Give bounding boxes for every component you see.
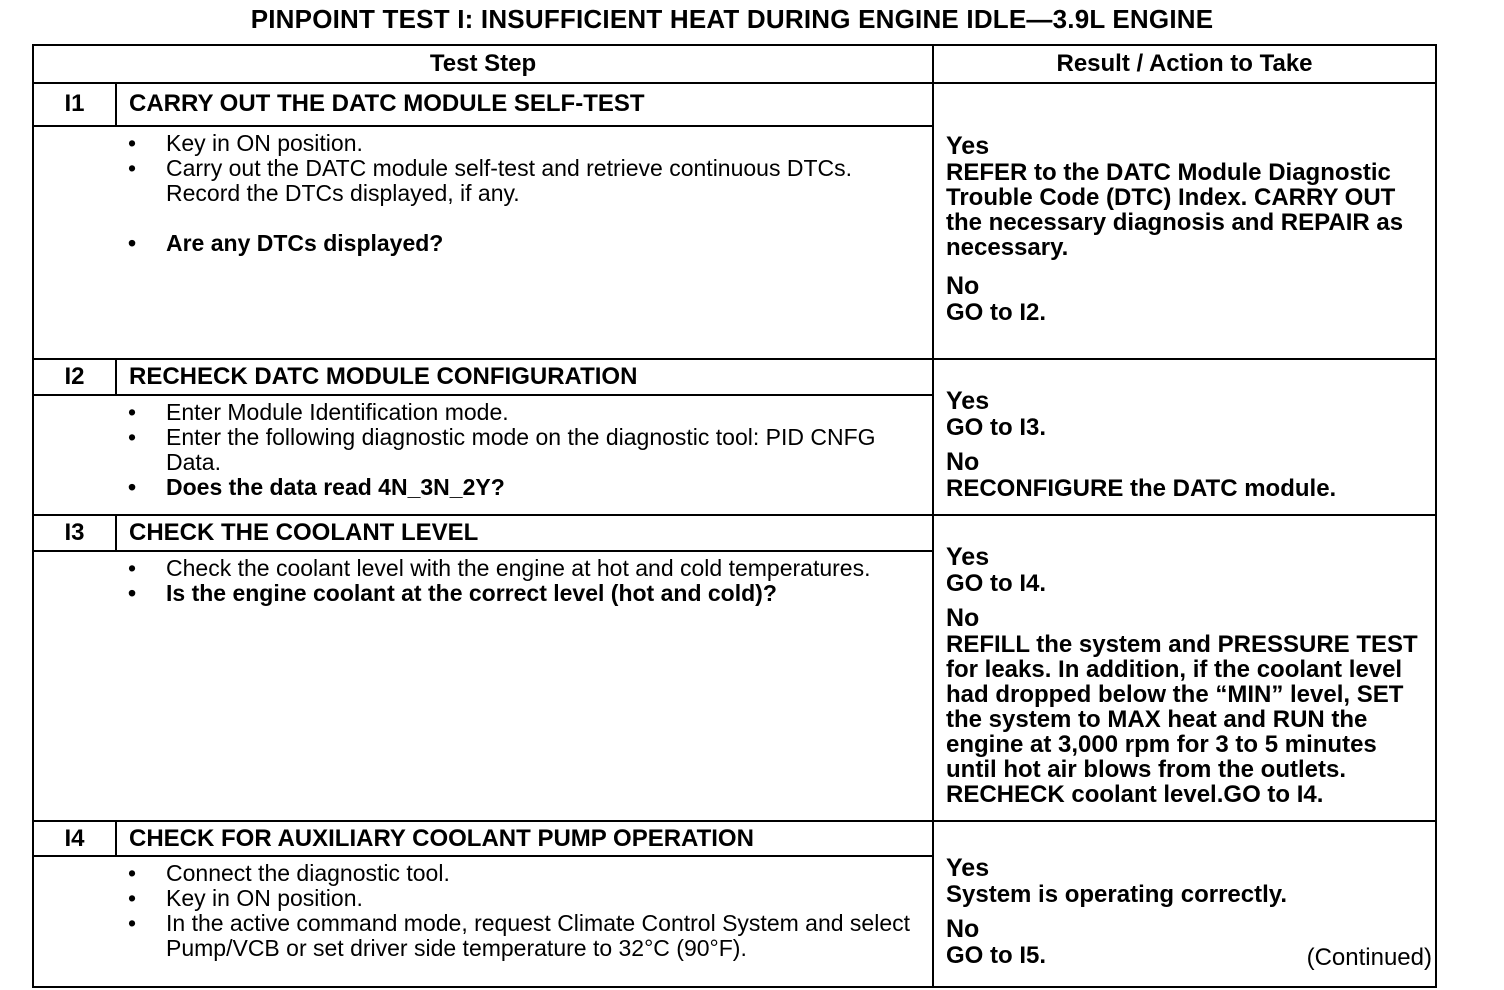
step-actions [33, 856, 933, 987]
list-item: • Connect the diagnostic tool. [118, 861, 932, 886]
step-title: CARRY OUT THE DATC MODULE SELF-TEST [116, 83, 933, 126]
list-item: • Check the coolant level with the engine at hot and cold temperatures. [118, 556, 932, 581]
step-actions [33, 126, 933, 359]
step-id: I4 [33, 821, 116, 856]
yes-action: GO to I4. [946, 570, 1047, 597]
step-i2 [33, 359, 1436, 515]
step-title: RECHECK DATC MODULE CONFIGURATION [116, 359, 933, 395]
question-item: • Are any DTCs displayed? [118, 231, 932, 256]
yes-action: REFER to the DATC Module Diagnostic Trouble Code (DTC) Index. CARRY OUT the necessary diagnosis and REPAIR as necessary. [946, 158, 1404, 261]
step-title: CHECK THE COOLANT LEVEL [116, 515, 933, 551]
step-title: CHECK FOR AUXILIARY COOLANT PUMP OPERATION [116, 821, 933, 856]
yes-label: Yes [946, 854, 990, 882]
step-id: I2 [33, 359, 116, 395]
step-i4 [33, 821, 1436, 987]
pinpoint-test-table [32, 44, 1437, 988]
step-actions [33, 395, 933, 515]
list-item: • Carry out the DATC module self-test and retrieve continuous DTCs. Record the DTCs displayed, if any. [118, 156, 932, 206]
yes-action: GO to I3. [946, 414, 1047, 441]
no-label: No [946, 448, 980, 476]
test-step-header: Test Step [33, 45, 933, 83]
no-label: No [946, 915, 980, 943]
no-action: REFILL the system and PRESSURE TEST for leaks. In addition, if the coolant level had dropped below the “MIN” level, SET the system to MAX heat and RUN the engine at 3,000 rpm for 3 to 5 minutes until hot air blows from the outlets. RECHECK coolant level.GO to I4. [946, 631, 1418, 808]
yes-label: Yes [946, 131, 990, 160]
result-header: Result / Action to Take [933, 45, 1436, 83]
no-action: GO to I2. [946, 298, 1047, 326]
step-id: I1 [33, 83, 116, 126]
continued-note: (Continued) [1306, 944, 1432, 971]
list-item: • Key in ON position. [118, 131, 932, 156]
goto-step-link: I4 [1296, 781, 1317, 808]
result-cell [933, 83, 1436, 359]
goto-step-link: I2 [1019, 298, 1040, 326]
list-item: • Enter Module Identification mode. [118, 400, 932, 425]
result-cell [933, 359, 1436, 515]
yes-label: Yes [946, 543, 990, 571]
no-label: No [946, 604, 980, 632]
goto-step-link: I3 [1019, 414, 1040, 441]
goto-step-link: I4 [1019, 570, 1040, 597]
question-item: • Does the data read 4N_3N_2Y? [118, 475, 932, 500]
no-action: RECONFIGURE the DATC module. [946, 475, 1337, 502]
yes-action: System is operating correctly. [946, 881, 1288, 908]
list-item: • Key in ON position. [118, 886, 932, 911]
step-actions [33, 551, 933, 821]
step-i1 [33, 83, 1436, 359]
no-action: GO to I5. [946, 942, 1047, 969]
yes-label: Yes [946, 387, 990, 415]
question-item: • Is the engine coolant at the correct level (hot and cold)? [118, 581, 932, 606]
no-label: No [946, 271, 980, 300]
table-header-row [33, 45, 1436, 83]
step-id: I3 [33, 515, 116, 551]
step-i3 [33, 515, 1436, 821]
list-item: • Enter the following diagnostic mode on the diagnostic tool: PID CNFG Data. [118, 425, 932, 475]
goto-step-link: I5 [1019, 942, 1040, 969]
result-cell [933, 515, 1436, 821]
page-title: PINPOINT TEST I: INSUFFICIENT HEAT DURING ENGINE IDLE—3.9L ENGINE [250, 4, 1214, 34]
list-item: • In the active command mode, request Climate Control System and select Pump/VCB or set driver side temperature to 32°C (90°F). [118, 911, 932, 961]
